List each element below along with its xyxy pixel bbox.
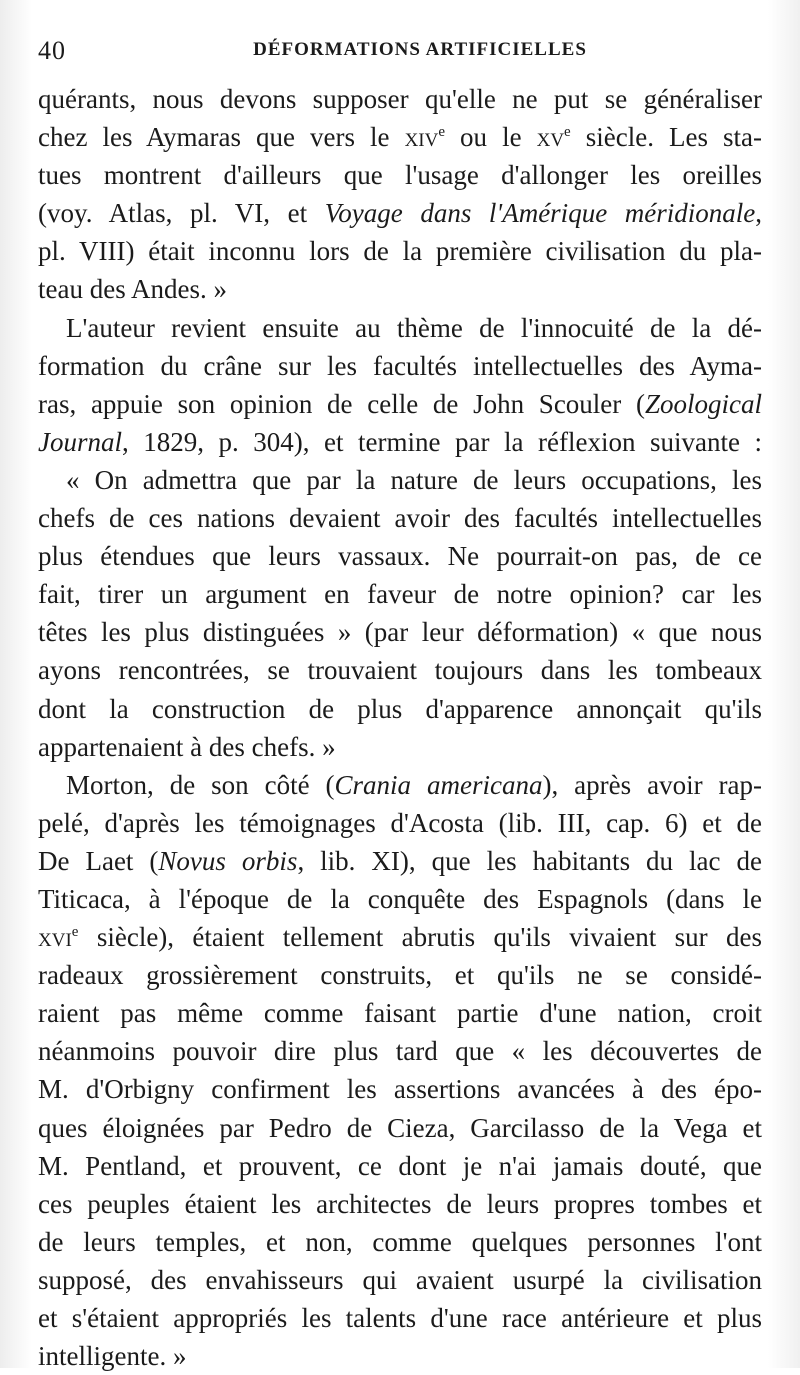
text-segment: dont la construction de plus d'apparence annonçait qu'ils	[38, 693, 762, 724]
text-segment: fait, tirer un argument en faveur de notre opinion? car les	[38, 579, 762, 610]
text-segment: ,	[755, 198, 762, 229]
text-line	[38, 918, 762, 956]
text-line	[38, 499, 762, 537]
text-line	[38, 1185, 762, 1223]
text-segment: Titicaca, à l'époque de la conquête des Espagnols (dans le	[38, 883, 762, 914]
text-segment: raient pas même comme faisant partie d'une nation, croit	[38, 998, 762, 1029]
text-line	[38, 575, 762, 613]
italic-text: Journal	[38, 426, 122, 457]
text-line	[38, 423, 762, 461]
text-line	[38, 804, 762, 842]
text-segment: têtes les plus distinguées » (par leur déformation) « que nous	[38, 617, 762, 648]
text-line	[38, 385, 762, 423]
text-segment: M. Pentland, et prouvent, ce dont je n'ai jamais douté, que	[38, 1150, 762, 1181]
text-segment: ou le	[445, 122, 537, 153]
text-line	[38, 1032, 762, 1070]
text-segment: formation du crâne sur les facultés intellectuelles des Ayma-	[38, 350, 762, 381]
text-line	[38, 613, 762, 651]
running-title: DÉFORMATIONS ARTIFICIELLES	[253, 39, 587, 60]
text-line	[38, 461, 762, 499]
text-line	[38, 994, 762, 1032]
italic-text: Novus orbis	[158, 845, 298, 876]
page-number: 40	[38, 36, 66, 65]
text-segment: L'auteur revient ensuite au thème de l'innocuité de la dé-	[66, 312, 762, 343]
text-segment: chefs de ces nations devaient avoir des facultés intellectuelles	[38, 503, 762, 534]
text-segment: radeaux grossièrement construits, et qu'ils ne se considé-	[38, 960, 762, 991]
superscript: e	[564, 124, 571, 141]
text-line	[38, 309, 762, 347]
text-line	[38, 880, 762, 918]
text-segment: xiv	[404, 122, 439, 153]
page-header	[38, 32, 762, 68]
text-line	[38, 1261, 762, 1299]
text-segment: plus étendues que leurs vassaux. Ne pourrait-on pas, de ce	[38, 541, 762, 572]
text-segment: ces peuples étaient les architectes de leurs propres tombes et	[38, 1188, 762, 1219]
text-segment: , lib. XI), que les habitants du lac de	[297, 845, 762, 876]
superscript: e	[71, 924, 79, 941]
text-segment: De Laet (	[38, 845, 159, 876]
text-line	[38, 118, 762, 156]
text-segment: de leurs temples, et non, comme quelques personnes l'ont	[38, 1226, 762, 1257]
text-segment: néanmoins pouvoir dire plus tard que « les découvertes de	[38, 1036, 762, 1067]
text-line	[38, 270, 762, 308]
text-segment: ), après avoir rap-	[542, 769, 762, 800]
text-segment: siècle), étaient tellement abrutis qu'ils vivaient sur des	[78, 922, 762, 953]
text-segment: supposé, des envahisseurs qui avaient usurpé la civilisation	[38, 1264, 762, 1295]
text-line	[38, 537, 762, 575]
text-segment: ras, appuie son opinion de celle de John Scouler (	[38, 388, 645, 419]
text-line	[38, 80, 762, 118]
text-segment: xv	[536, 122, 565, 153]
text-line	[38, 1147, 762, 1185]
text-segment: ques éloignées par Pedro de Cieza, Garcilasso de la Vega et	[38, 1112, 762, 1143]
text-segment: , 1829, p. 304), et termine par la réflexion suivante :	[122, 426, 762, 457]
text-line	[38, 1109, 762, 1147]
text-segment: pelé, d'après les témoignages d'Acosta (lib. III, cap. 6) et de	[38, 807, 762, 838]
text-line	[38, 766, 762, 804]
text-line	[38, 156, 762, 194]
text-line	[38, 651, 762, 689]
text-segment: chez les Aymaras que vers le	[38, 122, 405, 153]
text-line	[38, 1223, 762, 1261]
text-line	[38, 690, 762, 728]
text-line	[38, 728, 762, 766]
text-line	[38, 232, 762, 270]
text-segment: intelligente. »	[38, 1341, 187, 1372]
italic-text: Crania americana	[334, 769, 543, 800]
text-segment: pl. VIII) était inconnu lors de la première civilisation du pla-	[38, 236, 762, 267]
text-segment: appartenaient à des chefs. »	[38, 731, 336, 762]
text-line	[38, 347, 762, 385]
text-line	[38, 1337, 762, 1375]
text-segment: teau des Andes. »	[38, 274, 227, 305]
superscript: e	[438, 124, 446, 141]
text-line	[38, 842, 762, 880]
text-segment: Morton, de son côté (	[66, 769, 335, 800]
italic-text: Zoological	[644, 388, 762, 419]
text-segment: « On admettra que par la nature de leurs occupations, les	[66, 464, 762, 495]
text-line	[38, 956, 762, 994]
text-segment: et s'étaient appropriés les talents d'une race antérieure et plus	[38, 1303, 762, 1333]
text-segment: siècle. Les sta-	[570, 122, 762, 153]
italic-text: Voyage dans l'Amérique méridionale	[324, 198, 756, 229]
text-segment: tues montrent d'ailleurs que l'usage d'allonger les oreilles	[38, 160, 762, 191]
text-segment: M. d'Orbigny confirment les assertions avancées à des épo-	[38, 1074, 762, 1105]
text-segment: xvi	[38, 922, 72, 953]
text-segment: (voy. Atlas, pl. VI, et	[38, 198, 325, 229]
body-text	[38, 80, 762, 1375]
text-line	[38, 194, 762, 232]
text-line	[38, 1299, 762, 1337]
text-segment: ayons rencontrées, se trouvaient toujours dans les tombeaux	[38, 655, 762, 686]
text-line	[38, 1070, 762, 1108]
text-segment: quérants, nous devons supposer qu'elle ne put se généraliser	[38, 84, 762, 114]
